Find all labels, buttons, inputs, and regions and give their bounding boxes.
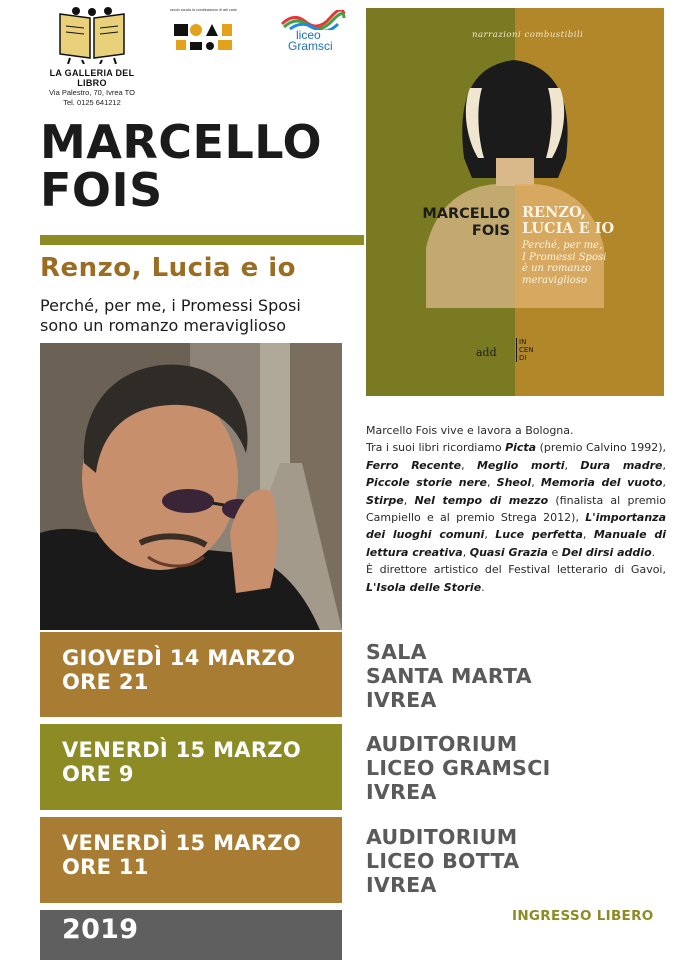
venue-line: LICEO GRAMSCI [366, 756, 551, 780]
bio-text: (premio Calvino 1992), [536, 441, 666, 455]
bio-text: . [481, 580, 485, 594]
book-ref: Ferro Recente [366, 458, 462, 472]
galleria-del-libro-logo [40, 6, 144, 108]
bio-text: , [531, 476, 541, 490]
bio-text: , [461, 458, 477, 472]
subtitle-line-1: Perché, per me, i Promessi Sposi [40, 296, 301, 315]
galleria-phone: Tel. 0125 641212 [63, 98, 121, 107]
author-portrait-photo [40, 343, 342, 630]
cover-title-line-2: LUCIA E IO [522, 220, 615, 237]
admission-note: INGRESSO LIBERO [512, 908, 654, 924]
cover-publisher: add [476, 346, 497, 359]
cover-title [522, 205, 657, 237]
venue-line: AUDITORIUM [366, 825, 518, 849]
book-ref: Piccole storie nere [366, 476, 487, 490]
book-ref: Stirpe [366, 493, 404, 507]
woman-silhouette-illustration [366, 8, 664, 396]
author-bio [366, 422, 666, 596]
cover-sub-line-1: Perché, per me, [522, 240, 603, 251]
cover-title-line-1: RENZO, [522, 204, 586, 221]
year-band [40, 910, 342, 960]
bio-text: , [564, 458, 581, 472]
event-venue [366, 825, 666, 897]
event-date-band [40, 817, 342, 903]
venue-line: IVREA [366, 688, 437, 712]
venue-line: SALA [366, 640, 427, 664]
event-time: ORE 11 [62, 855, 149, 879]
event-date-band [40, 632, 342, 717]
book-cover [366, 8, 664, 396]
scuola-logo [170, 8, 238, 54]
bio-text: , [662, 458, 666, 472]
bio-text: , [662, 476, 666, 490]
author-first-name: MARCELLO [40, 115, 323, 169]
bio-text: . [651, 545, 656, 559]
book-ref: Manuale di lettura creativa [366, 528, 666, 559]
cover-series: narrazioni combustibili [472, 30, 584, 40]
book-ref: Nel tempo di mezzo [414, 493, 549, 507]
book-subtitle [40, 296, 370, 336]
event-year: 2019 [62, 914, 139, 945]
author-name [40, 115, 360, 217]
gramsci-line1: liceo [296, 28, 321, 42]
book-ref: Del dirsi addio [561, 545, 652, 559]
cover-author [388, 206, 510, 240]
bio-text: È direttore artistico del Festival letterario di Gavoi, [366, 563, 666, 577]
bio-text: Tra i suoi libri ricordiamo [366, 441, 506, 455]
bio-text: , [462, 545, 470, 559]
book-ref: Sheol [496, 476, 532, 490]
cover-subtitle [522, 240, 657, 286]
cover-sub-line-2: I Promessi Sposi [522, 251, 607, 263]
open-book-readers-icon [56, 6, 128, 64]
event-date: VENERDÌ 15 MARZO [62, 738, 301, 762]
subtitle-line-2: sono un romanzo meraviglioso [40, 316, 287, 335]
venue-line: IVREA [366, 873, 437, 897]
event-date: GIOVEDÌ 14 MARZO [62, 646, 296, 670]
cover-sub-line-4: meraviglioso [522, 274, 587, 286]
event-date-band [40, 724, 342, 810]
event-venue [366, 732, 666, 804]
book-ref: L'importanza dei luoghi comuni [366, 511, 666, 542]
galleria-address: Via Palestro, 70, Ivrea TO [49, 88, 135, 97]
book-ref: Memoria del vuoto [540, 476, 663, 490]
book-ref: Picta [505, 441, 537, 455]
cover-author-first: MARCELLO [422, 206, 510, 222]
bio-intro: Marcello Fois vive e lavora a Bologna. [366, 424, 574, 437]
event-time: ORE 9 [62, 762, 134, 786]
cover-sub-line-3: è un romanzo [522, 263, 592, 274]
liceo-gramsci-logo [280, 10, 350, 54]
cover-collana: IN CEN DI [516, 338, 530, 362]
geometric-shapes-icon [172, 20, 236, 52]
cover-author-last: FOIS [471, 223, 510, 239]
bio-text: e [547, 545, 562, 559]
book-ref: Quasi Grazia [469, 545, 548, 559]
event-time: ORE 21 [62, 670, 149, 694]
venue-line: LICEO BOTTA [366, 849, 520, 873]
bio-text: , [403, 493, 415, 507]
gramsci-line2: Gramsci [288, 39, 333, 53]
bio-text: , [582, 528, 594, 542]
book-title: Renzo, Lucia e io [40, 253, 297, 283]
event-date: VENERDÌ 15 MARZO [62, 831, 301, 855]
author-last-name: FOIS [40, 163, 163, 217]
divider-bar [40, 235, 364, 245]
event-venue [366, 640, 666, 712]
book-ref: Luce perfetta [495, 528, 583, 542]
bio-text: (finalista al premio Campiello e al premio Strega 2012), [366, 493, 666, 525]
book-ref: Meglio morti [476, 458, 565, 472]
scuola-logo-text: ravolo scuola la combinazione di arti varie [170, 8, 237, 12]
bio-text: , [484, 528, 496, 542]
book-ref: Dura madre [580, 458, 663, 472]
venue-line: IVREA [366, 780, 437, 804]
venue-line: AUDITORIUM [366, 732, 518, 756]
venue-line: SANTA MARTA [366, 664, 532, 688]
bio-text: , [486, 476, 497, 490]
galleria-name: LA GALLERIA DEL LIBRO [49, 68, 135, 88]
colored-wave-icon [280, 10, 346, 30]
festival-ref: L'Isola delle Storie [366, 580, 482, 594]
